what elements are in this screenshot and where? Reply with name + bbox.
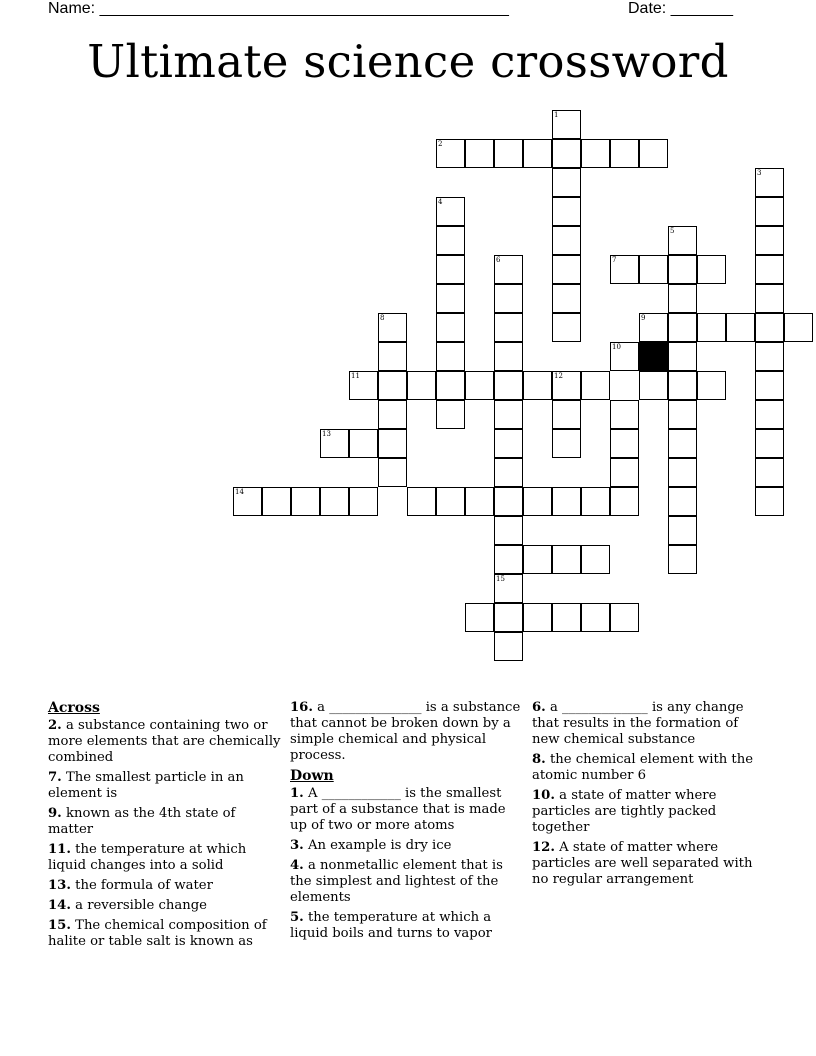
grid-cell[interactable] [523,139,552,168]
grid-cell[interactable] [755,342,784,371]
clue-num: 15. [48,918,71,933]
grid-cell[interactable] [697,371,726,400]
clue-item [290,786,526,834]
clue-num: 3. [290,838,304,853]
clue-item [290,858,526,906]
grid-cell[interactable] [552,110,581,139]
grid-cell[interactable] [494,284,523,313]
clue-text: a substance containing two or more elements that are chemically combined [48,718,281,765]
grid-cell[interactable] [610,429,639,458]
clue-item [290,700,526,764]
grid-cell[interactable] [639,313,668,342]
grid-cell[interactable] [581,139,610,168]
grid-cell[interactable] [494,139,523,168]
grid-cell[interactable] [349,371,378,400]
grid-cell[interactable] [436,400,465,429]
clue-text: The smallest particle in an element is [48,770,244,801]
page-title: Ultimate science crossword [87,35,729,88]
grid-cell[interactable] [523,603,552,632]
grid-cell[interactable] [262,487,291,516]
grid-cell[interactable] [494,255,523,284]
grid-cell[interactable] [610,342,639,371]
grid-cell[interactable] [378,342,407,371]
grid-cell[interactable] [552,313,581,342]
grid-cell[interactable] [755,313,784,342]
clue-text: The chemical composition of halite or table salt is known as [48,918,267,949]
across-heading: Across [48,700,100,716]
clue-column-1 [48,700,284,954]
grid-cell[interactable] [552,487,581,516]
grid-cell[interactable] [639,255,668,284]
clue-num: 10. [532,788,555,803]
clue-item [290,910,526,942]
clue-num: 14. [48,898,71,913]
grid-cell[interactable] [494,371,523,400]
grid-cell[interactable] [523,371,552,400]
grid-cell[interactable] [755,458,784,487]
grid-cell[interactable] [494,516,523,545]
grid-cell[interactable] [378,429,407,458]
grid-cell[interactable] [755,400,784,429]
grid-cell[interactable] [494,342,523,371]
clue-num: 7. [48,770,62,785]
clue-item [48,898,284,914]
clue-item [48,718,284,766]
black-cell [639,342,668,371]
clue-column-2 [290,700,526,946]
grid-cell[interactable] [610,458,639,487]
grid-cell[interactable] [320,429,349,458]
clue-num: 12. [532,840,555,855]
grid-cell[interactable] [494,603,523,632]
grid-cell[interactable] [320,487,349,516]
grid-cell[interactable] [668,226,697,255]
clue-text: a _____________ is any change that results in the formation of new chemical substance [532,700,744,747]
clue-num: 11. [48,842,71,857]
clue-number: 14 [235,488,244,496]
clue-number: 1 [554,111,559,119]
grid-cell[interactable] [494,313,523,342]
grid-cell[interactable] [668,516,697,545]
grid-cell[interactable] [668,255,697,284]
clue-number: 4 [438,198,443,206]
grid-cell[interactable] [465,487,494,516]
clue-num: 9. [48,806,62,821]
clue-number: 7 [612,256,617,264]
clue-text: An example is dry ice [303,838,452,853]
grid-cell[interactable] [552,545,581,574]
grid-cell[interactable] [494,632,523,661]
across-clue-list [48,718,284,950]
clue-number: 12 [554,372,563,380]
grid-cell[interactable] [494,487,523,516]
grid-cell[interactable] [436,226,465,255]
grid-cell[interactable] [755,371,784,400]
clue-text: the temperature at which a liquid boils and turns to vapor [290,910,492,941]
clue-item [532,840,768,888]
clue-number: 11 [351,372,360,380]
grid-cell[interactable] [523,487,552,516]
grid-cell[interactable] [552,603,581,632]
down-clue-list [290,786,526,942]
grid-cell[interactable] [436,342,465,371]
grid-cell[interactable] [523,545,552,574]
clue-text: a ______________ is a substance that cannot be broken down by a simple chemical and physical process. [290,700,521,763]
clue-text: A ____________ is the smallest part of a substance that is made up of two or more atoms [290,786,506,833]
grid-cell[interactable] [668,487,697,516]
grid-cell[interactable] [436,284,465,313]
grid-cell[interactable] [349,487,378,516]
down-heading: Down [290,768,334,784]
grid-cell[interactable] [755,226,784,255]
clue-num: 4. [290,858,304,873]
clue-text: a state of matter where particles are tightly packed together [532,788,717,835]
grid-cell[interactable] [668,342,697,371]
grid-cell[interactable] [436,371,465,400]
grid-cell[interactable] [755,197,784,226]
grid-cell[interactable] [668,545,697,574]
clue-text: the temperature at which liquid changes into a solid [48,842,247,873]
clue-number: 3 [757,169,762,177]
clue-text: known as the 4th state of matter [48,806,236,837]
clue-text: the chemical element with the atomic number 6 [532,752,754,783]
clue-num: 6. [532,700,546,715]
grid-cell[interactable] [755,168,784,197]
grid-cell[interactable] [610,255,639,284]
clue-number: 6 [496,256,501,264]
grid-cell[interactable] [755,429,784,458]
grid-cell[interactable] [407,371,436,400]
grid-cell[interactable] [552,226,581,255]
clue-number: 5 [670,227,675,235]
across-clue-list-continued [290,700,526,764]
grid-cell[interactable] [465,603,494,632]
grid-cell[interactable] [581,487,610,516]
grid-cell[interactable] [668,284,697,313]
grid-cell[interactable] [552,139,581,168]
grid-cell[interactable] [697,313,726,342]
grid-cell[interactable] [581,371,610,400]
grid-cell[interactable] [697,255,726,284]
grid-cell[interactable] [581,545,610,574]
grid-cell[interactable] [465,371,494,400]
grid-cell[interactable] [552,429,581,458]
grid-cell[interactable] [581,603,610,632]
name-label: Name: ______________________________________________ [48,0,509,17]
grid-cell[interactable] [378,371,407,400]
grid-cell[interactable] [639,139,668,168]
grid-cell[interactable] [407,487,436,516]
clue-item [48,878,284,894]
clue-item [48,918,284,950]
grid-cell[interactable] [552,168,581,197]
grid-cell[interactable] [494,429,523,458]
clue-number: 13 [322,430,331,438]
clue-item [532,752,768,784]
clue-item [48,842,284,874]
clue-text: A state of matter where particles are well separated with no regular arrangement [532,840,753,887]
grid-cell[interactable] [465,139,494,168]
grid-cell[interactable] [610,139,639,168]
clue-number: 8 [380,314,385,322]
clue-num: 8. [532,752,546,767]
clue-text: a nonmetallic element that is the simplest and lightest of the elements [290,858,503,905]
grid-cell[interactable] [552,400,581,429]
clue-text: a reversible change [70,898,207,913]
grid-cell[interactable] [610,400,639,429]
clue-item [532,700,768,748]
grid-cell[interactable] [668,313,697,342]
grid-cell[interactable] [552,371,581,400]
grid-cell[interactable] [378,313,407,342]
grid-cell[interactable] [494,574,523,603]
grid-cell[interactable] [784,313,813,342]
grid-cell[interactable] [755,487,784,516]
grid-cell[interactable] [494,400,523,429]
clue-item [48,770,284,802]
grid-cell[interactable] [552,197,581,226]
grid-cell[interactable] [494,545,523,574]
down-clue-list-continued [532,700,768,888]
clue-item [532,788,768,836]
grid-cell[interactable] [755,284,784,313]
clue-column-3 [532,700,768,892]
clue-number: 9 [641,314,646,322]
grid-cell[interactable] [668,458,697,487]
grid-cell[interactable] [668,400,697,429]
grid-cell[interactable] [552,284,581,313]
grid-cell[interactable] [349,429,378,458]
grid-cell[interactable] [378,400,407,429]
grid-cell[interactable] [436,487,465,516]
grid-cell[interactable] [755,255,784,284]
grid-cell[interactable] [436,313,465,342]
grid-cell[interactable] [726,313,755,342]
clue-text: the formula of water [70,878,213,893]
clue-number: 15 [496,575,505,583]
clue-num: 5. [290,910,304,925]
grid-cell[interactable] [610,487,639,516]
clue-number: 2 [438,140,443,148]
grid-cell[interactable] [668,371,697,400]
grid-cell[interactable] [233,487,262,516]
grid-cell[interactable] [668,429,697,458]
clue-num: 13. [48,878,71,893]
clue-item [48,806,284,838]
grid-cell[interactable] [610,603,639,632]
clue-num: 2. [48,718,62,733]
grid-cell[interactable] [436,139,465,168]
grid-cell[interactable] [436,255,465,284]
grid-cell[interactable] [494,458,523,487]
grid-cell[interactable] [378,458,407,487]
grid-cell[interactable] [291,487,320,516]
grid-cell[interactable] [436,197,465,226]
clue-num: 16. [290,700,313,715]
grid-cell[interactable] [639,371,668,400]
clue-item [290,838,526,854]
grid-cell[interactable] [552,255,581,284]
clue-number: 10 [612,343,621,351]
clue-num: 1. [290,786,304,801]
date-label: Date: _______ [628,0,733,17]
